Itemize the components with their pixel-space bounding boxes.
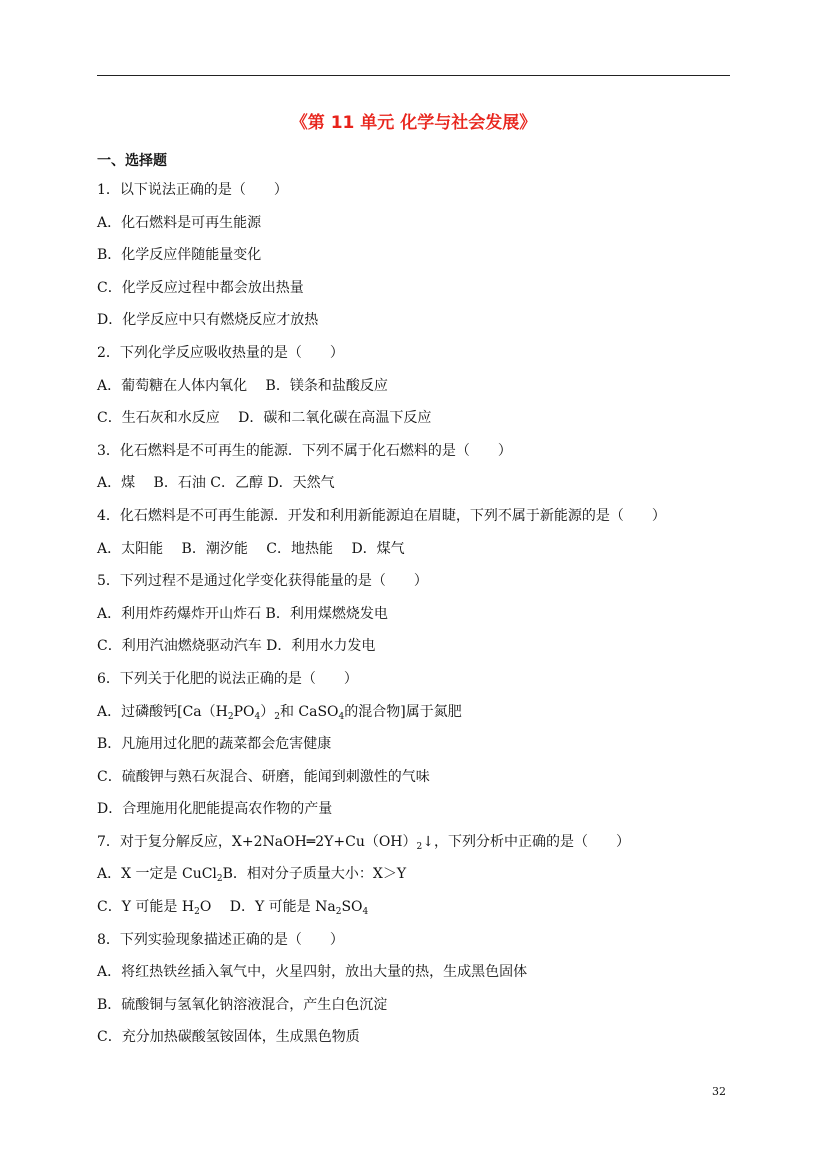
text-line: 4．化石燃料是不可再生能源．开发和利用新能源迫在眉睫，下列不属于新能源的是（ ） xyxy=(97,507,666,524)
text-line: B．化学反应伴随能量变化 xyxy=(97,247,262,264)
text-line: D．化学反应中只有燃烧反应才放热 xyxy=(97,312,319,329)
text-line: C．硫酸钾与熟石灰混合、研磨，能闻到刺激性的气味 xyxy=(97,768,430,785)
text-line: 3．化石燃料是不可再生的能源．下列不属于化石燃料的是（ ） xyxy=(97,442,512,459)
text-line: B．凡施用过化肥的蔬菜都会危害健康 xyxy=(97,736,332,753)
formula-line: A．过磷酸钙[$Ca(H_2PO_4)_2$和 CaSO$_4$的混合物]属于氮肥 xyxy=(97,703,462,722)
formula-line: 7．对于复分解反应，$X+2NaOH═2Y+Cu(OH)_2↓$，下列分析中正确的是（ ） xyxy=(97,833,630,852)
question-list xyxy=(97,180,737,1060)
page-number: 32 xyxy=(712,1085,726,1098)
text-line: 8．下列实验现象描述正确的是（ ） xyxy=(97,931,344,948)
text-line: C．充分加热碳酸氢铵固体，生成黑色物质 xyxy=(97,1029,360,1046)
text-line: A．葡萄糖在人体内氧化 B．镁条和盐酸反应 xyxy=(97,377,388,394)
page-title: 《第 11 单元 化学与社会发展》 xyxy=(290,113,537,133)
text-line: A．将红热铁丝插入氧气中，火星四射，放出大量的热，生成黑色固体 xyxy=(97,964,528,981)
text-line: B．硫酸铜与氢氧化钠溶液混合，产生白色沉淀 xyxy=(97,996,388,1013)
text-line: C．生石灰和水反应 D．碳和二氧化碳在高温下反应 xyxy=(97,410,432,427)
formula-line: A．X 一定是 CuCl$_2$B．相对分子质量大小：X＞Y xyxy=(97,866,407,885)
text-line: C．化学反应过程中都会放出热量 xyxy=(97,279,304,296)
text-line: D．合理施用化肥能提高农作物的产量 xyxy=(97,801,333,818)
text-line: 6．下列关于化肥的说法正确的是（ ） xyxy=(97,670,358,687)
text-line: A．太阳能 B．潮汐能 C．地热能 D．煤气 xyxy=(97,540,405,557)
section-heading: 一、选择题 xyxy=(97,153,167,169)
text-line: C．利用汽油燃烧驱动汽车 D．利用水力发电 xyxy=(97,638,376,655)
text-line: 5．下列过程不是通过化学变化获得能量的是（ ） xyxy=(97,573,428,590)
text-line: A．化石燃料是可再生能源 xyxy=(97,214,262,231)
text-line: A．利用炸药爆炸开山炸石 B．利用煤燃烧发电 xyxy=(97,605,388,622)
formula-line: C．Y 可能是 $H_2O$ D．Y 可能是 $Na_2SO_4$ xyxy=(97,899,369,918)
text-line: 1．以下说法正确的是（ ） xyxy=(97,182,288,198)
text-line: A．煤 B．石油 C．乙醇 D．天然气 xyxy=(97,475,335,492)
text-line: 2．下列化学反应吸收热量的是（ ） xyxy=(97,344,344,361)
header-rule xyxy=(97,75,730,76)
